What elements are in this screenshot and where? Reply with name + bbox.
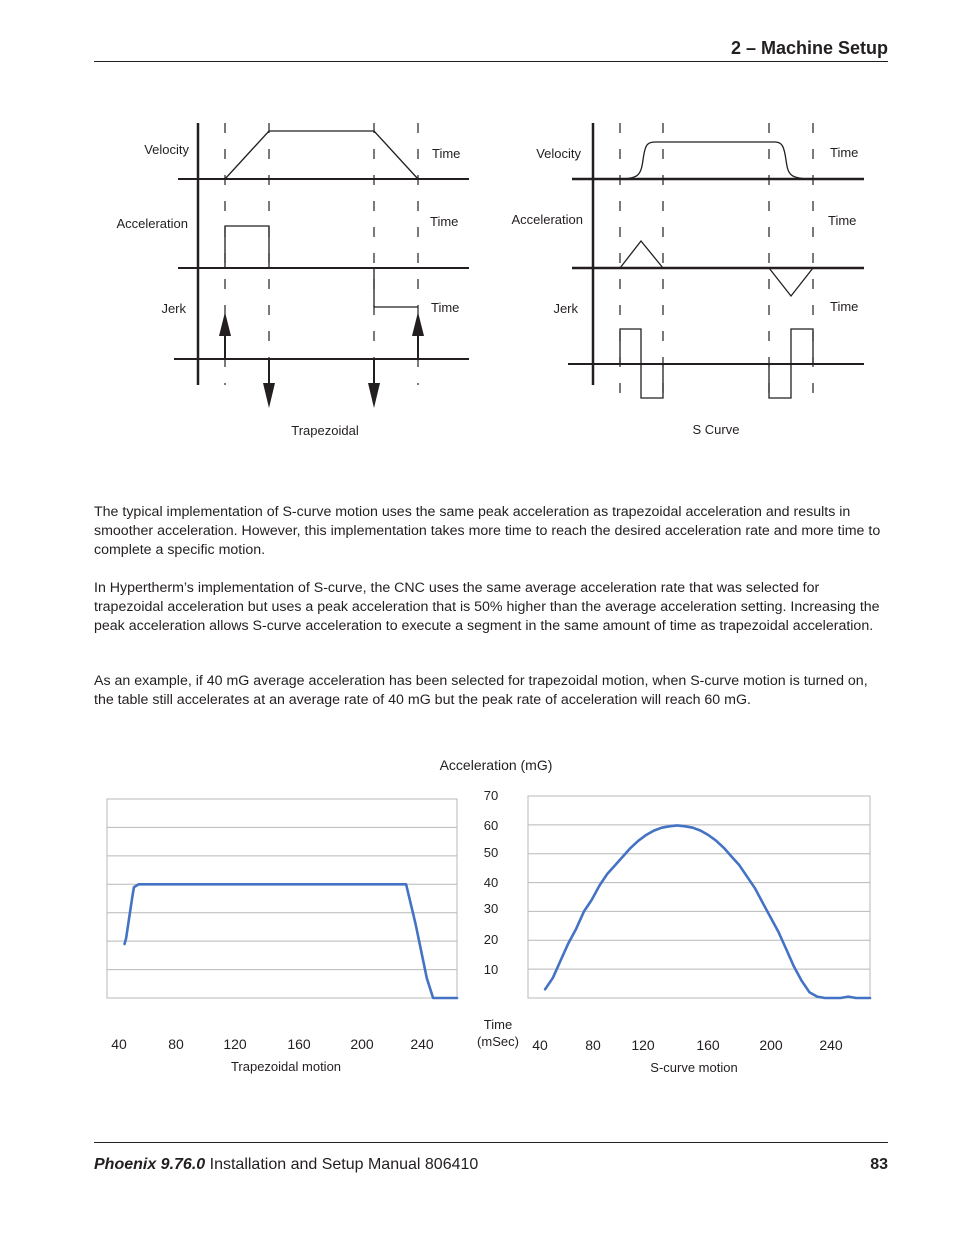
chart-1-x-tick-label: 40 <box>532 1037 548 1053</box>
chart-1-x-tick-label: 160 <box>696 1037 720 1053</box>
scurve-time-label-acceleration: Time <box>828 213 857 228</box>
scurve-dashed-guides <box>620 123 813 395</box>
header-rule <box>94 61 888 62</box>
chart-y-tick-label: 20 <box>483 932 499 947</box>
trap-jerk-label: Jerk <box>161 301 186 316</box>
acceleration-charts <box>0 750 954 1090</box>
chart-y-tick-label: 30 <box>483 901 499 916</box>
trap-time-label-velocity: Time <box>432 146 461 161</box>
chart-0-x-tick-label: 40 <box>111 1036 127 1052</box>
footer-manual: Installation and Setup Manual <box>209 1156 421 1173</box>
trap-caption: Trapezoidal <box>291 423 359 438</box>
chart-y-tick-label: 70 <box>483 788 499 803</box>
trap-jerk-arrow-4-head <box>412 312 424 336</box>
trap-jerk-arrow-2-head <box>263 383 275 408</box>
footer-doc-info <box>94 1156 478 1174</box>
chart-1-x-tick-label: 120 <box>631 1037 655 1053</box>
trap-time-label-jerk: Time <box>431 300 460 315</box>
chart-1-x-tick-label: 80 <box>585 1037 601 1053</box>
paragraph-2: In Hypertherm’s implementation of S-curve, the CNC uses the same average acceleration rate that was selected for trapezoidal acceleration but uses a peak acceleration that is 50% higher than the average acceleration setting. Increasing the peak acceleration allows S-curve acceleration to execute a segment in the same amount of time as trapezoidal acceleration. <box>94 580 880 634</box>
chart-1-x-tick-label: 200 <box>759 1037 783 1053</box>
paragraph-3: As an example, if 40 mG average acceleration has been selected for trapezoidal motion, when S-curve motion is turned on, the table still accelerates at an average rate of 40 mG but the peak rate of acceleration will reach 60 mG. <box>94 673 868 708</box>
chart-y-tick-label: 50 <box>483 845 499 860</box>
trap-chart-caption: Trapezoidal motion <box>230 1059 342 1074</box>
trapezoidal-labels <box>116 142 460 438</box>
scurve-chart-caption: S-curve motion <box>650 1060 738 1075</box>
scurve-jerk-label: Jerk <box>553 301 578 316</box>
chart-0-x-tick-label: 120 <box>223 1036 247 1052</box>
trap-dashed-guides <box>225 123 418 385</box>
chart-y-tick-label: 40 <box>483 875 499 890</box>
chart-1-plot-area <box>528 796 870 998</box>
chart-xlabel-time: Time <box>483 1017 513 1032</box>
chart-0-x-tick-label: 160 <box>287 1036 311 1052</box>
trap-velocity-curve <box>225 131 418 179</box>
motion-profile-diagrams <box>0 100 954 560</box>
trapezoidal-diagram <box>174 123 469 408</box>
footer-product: Phoenix 9.76.0 <box>94 1156 206 1173</box>
trap-jerk-arrow-1-head <box>219 312 231 336</box>
scurve-acceleration-label: Acceleration <box>511 212 583 227</box>
chart-0-plot-area <box>107 799 457 998</box>
chart-y-tick-label: 10 <box>483 962 499 977</box>
trap-time-label-acceleration: Time <box>430 214 459 229</box>
scurve-deceleration-triangle <box>769 268 813 296</box>
chart-title: Acceleration (mG) <box>439 757 553 773</box>
paragraph-1: The typical implementation of S-curve motion uses the same peak acceleration as trapezoidal acceleration and results in smoother acceleration. However, this implementation takes more time to reach the desired acceleration rate and more time to complete a specific motion. <box>94 504 881 558</box>
chart-0-x-tick-label: 80 <box>168 1036 184 1052</box>
chart-0-x-tick-label: 240 <box>410 1036 434 1052</box>
s-curve-labels <box>511 145 858 437</box>
scurve-caption: S Curve <box>692 422 740 437</box>
chart-xlabel-unit: (mSec) <box>477 1034 519 1049</box>
section-title: 2 – Machine Setup <box>730 38 888 58</box>
trap-deceleration-step <box>374 268 418 307</box>
scurve-velocity-label: Velocity <box>536 146 581 161</box>
scurve-time-label-velocity: Time <box>830 145 859 160</box>
trap-acceleration-label: Acceleration <box>116 216 188 231</box>
scurve-time-label-jerk: Time <box>830 299 859 314</box>
footer-doc-number: 806410 <box>424 1156 479 1173</box>
chart-0-x-tick-label: 200 <box>350 1036 374 1052</box>
chart-1-x-tick-label: 240 <box>819 1037 843 1053</box>
footer-rule <box>94 1142 888 1143</box>
trap-velocity-label: Velocity <box>144 142 189 157</box>
trap-jerk-arrow-3-head <box>368 383 380 408</box>
scurve-velocity-curve <box>620 142 813 179</box>
page-number: 83 <box>870 1156 888 1173</box>
chart-y-tick-label: 60 <box>483 818 499 833</box>
scurve-acceleration-triangle <box>620 241 663 268</box>
trap-acceleration-pulse <box>225 226 269 268</box>
s-curve-diagram <box>568 123 864 398</box>
